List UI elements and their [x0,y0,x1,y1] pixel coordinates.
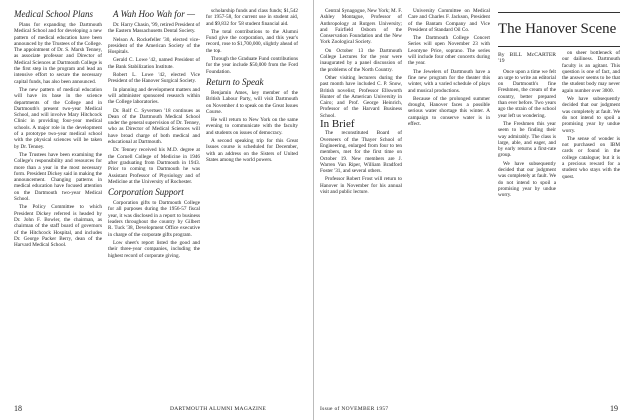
heading-wah-hoo-wah: A Wah Hoo Wah for — [113,9,195,19]
paragraph: We have subsequently decided that our judgment was completely at fault. We do not intend to spoil a promising year by undue worry. [498,160,556,199]
paragraph: The Trustees have been examining the College's responsibility and resources for more than a year in the most necessary form. President Dickey said in making the announcement. Changing patterns in medical education have focused attention on the Dartmouth two-year Medical School. [14,151,102,203]
right-column-3 [498,50,556,201]
right-page [314,0,628,420]
magazine-footer: DARTMOUTH ALUMNI MAGAZINE [170,406,267,412]
right-column-2 [408,8,490,129]
byline: By BILL McCARTER '19 [498,52,556,65]
paragraph: We have subsequently decided that our judgment was completely at fault. We do not intend to spoil a promising year by undue worry. [562,96,620,134]
left-column-3 [206,8,298,165]
paragraph: Benjamin Ames, key member of the British Labour Party, will visit Dartmouth on November 4 to speak on the Great Issues Course. [206,89,298,115]
paragraph: Dr. Rolf C. Syvertsen '18 continues as Dean of the Dartmouth Medical School under the general supervision of Dr. Tenney, who as Director of Medical Sciences will have broad charge of both medical and educational at Dartmouth. [108,107,200,146]
paragraph: Other visiting lecturers during the past month have included C. P. Snow, British novelist; Professor Ellsworth Hunter of the American University in Cairo; and Prof. George Heinrich, Professor of the Harvard Business School. [320,74,402,119]
paragraph: Plans for expanding the Dartmouth Medical School and for developing a new pattern of medical education have been announced by the Trustees of the College. The appointment of Dr. S. Marsh Tenney, as associate professor and Director of Medical Sciences at Dartmouth College is the first step in the program and lead an intensive effort to secure the necessary capital funds, has also been announced. [14,22,102,85]
paragraph: Gerald C. Lowe '42, named President of the Bank Stabilization Institute. [108,57,200,70]
heading-in-brief: In Brief [320,118,355,131]
right-column-4 [562,50,620,182]
right-column-1 [320,8,402,197]
paragraph: The Freshmen this year seem to be finding their way admirably. The class is large, able, and eager, and by early returns a first-rate group. [498,120,556,159]
paragraph: Low sheet's report listed the good and their three-year companies, including the highest record of corporate giving. [108,239,200,259]
paragraph: Because of the prolonged summer drought, Hanover faces a possible serious water shortage this winter. A campaign to conserve water is in effect. [408,95,490,128]
paragraph: scholarship funds and class funds; $1,542 for 1957-58, for current use in student aid, and $9,832 for '58 student financial aid. [206,8,298,27]
paragraph: The sense of wonder is not purchased on IBM cards or found in the college catalogue; but it is a precious reward for a student who stays with the quest. [562,135,620,180]
heading-medical-school-plans: Medical School Plans [14,9,93,19]
paragraph: Robert L. Lowe '42, elected Vice President of the Hanover Surgical Society. [108,72,200,85]
paragraph: Corporation gifts to Dartmouth College for all purposes during the 1956-57 fiscal year, it was disclosed in a report to business leaders throughout the country by Gilbert R. Tuck '38, Development Office executive in charge of the corporate gifts program. [108,200,200,238]
paragraph: on sheer bottleneck of our dailiness. Dartmouth faculty is an agitant. This question is one of fact, and the answer seems to be that the student body may never again number over 3000. [562,50,620,94]
paragraph: The total contributions to the Alumni Fund give the corporation, and this year's record, rose to $1,700,000, slightly ahead of the top. [206,28,298,54]
paragraph: Through the Graduate Fund contributions for the year include $50,000 from the Ford Foundation. [206,56,298,75]
paragraph: Central Synagogue, New York; M. F. Ashley Montague, Professor of Anthropology at Rutgers University; and Fairfield Osborn of the Conservation Foundation and the New York Zoological Society. [320,8,402,46]
paragraph: Dr. Harry Chasin, '99, retired President of the Eastern Massachusetts Dental Society. [108,22,200,35]
left-column-2 [108,8,200,261]
paragraph: Once upon a time we felt an urge to write an editorial on Dartmouth's fine Freshmen, the cream of the country, better prepared than ever before. Two years ago the strain of the school year left us wondering. [498,68,556,119]
paragraph: The reconstituted Board of Overseers of the Thayer School of Engineering, enlarged from four to ten members, met for the first time on October 19. New members are J. Warren Van Riper, William Bradford Foster '31, and several others. [320,130,402,175]
title-rule-top [498,12,620,13]
hanover-scene-title: The Hanover Scene [498,21,617,37]
paragraph: A second speaking trip for this Great Issues course is scheduled for December, with an address on the Sisters of United States among the world powers. [206,138,298,163]
paragraph: He will return to New York on the same evening to communicate with the faculty and students on issues of democracy. [206,117,298,136]
left-column-1 [14,8,102,250]
title-rule-bottom [498,46,620,47]
paragraph: In planning and development matters and will administer sponsored research within the College laboratories. [108,86,200,106]
paragraph: The Dartmouth College Concert Series will open November 23 with Leontyne Price, soprano. The series will include four other concerts during the year. [408,35,490,67]
paragraph: Dr. Tenney received his M.D. degree at the Cornell College of Medicine in 1946 after graduating from Dartmouth in 1943. Prior to coming to Dartmouth he was Assistant Professor of Physiology and of Medicine at the University of Rochester. [108,147,200,185]
issue-footer: Issue of NOVEMBER 1957 [320,406,389,412]
paragraph: The new pattern of medical education will have its base in the science departments of the College and in Dartmouth's present two-year Medical School, and will involve Mary Hitchcock Clinic in providing four-year medical schools. A major role in the development of a prototype two-year medical school with the physical sciences will be taken by Dr. Tenney. [14,86,102,150]
paragraph: University Committee on Medical Care and Charles F. Jackson, President of the Bantam Company and Vice President of Standard Oil Co. [408,8,490,33]
paragraph: On October 13 the Dartmouth College Lectures for the year were inaugurated by a panel discussion of the problems of the North Country. [320,47,402,73]
paragraph: Professor Robert Frost will return to Hanover in November for his annual visit and public lecture. [320,176,402,196]
paragraph: The Jewelers of Dartmouth have a fine new program for the theater this winter, with a varied schedule of plays and musical productions. [408,68,490,94]
paragraph: The Policy Committee to which President Dickey referred is headed by Dr. John F. Bowler, the chairman, as chairman of the staff board of governors of the Hitchcock Hospital, and includes Dr. George Packer Berry, dean of the Harvard Medical School. [14,204,102,249]
heading-corporation-support: Corporation Support [108,187,184,198]
page-number: 18 [14,404,22,413]
paragraph: Nelson A. Rockefeller '30, elected vice-president of the American Society of the Hospitals. [108,36,200,56]
page-number: 19 [610,404,618,413]
heading-return-to-speak: Return to Speak [206,76,264,87]
